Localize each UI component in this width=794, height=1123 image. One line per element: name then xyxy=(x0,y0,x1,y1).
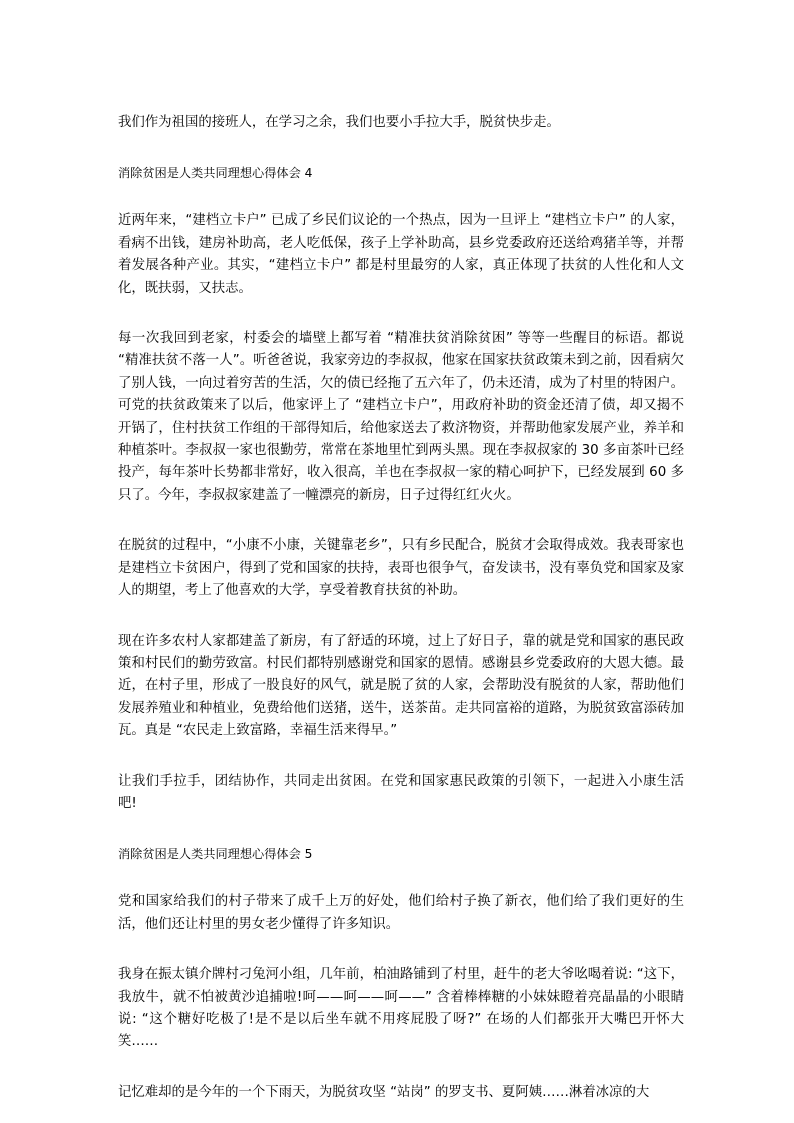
paragraph: 在脱贫的过程中，“小康不小康，关键靠老乡”，只有乡民配合，脱贫才会取得成效。我表哥家也是建档立卡贫困户，得到了党和国家的扶持，表哥也很争气，奋发读书，没有辜负党和国家及家人的期望，考上了他喜欢的大学，享受着教育扶贫的补助。 xyxy=(118,538,684,599)
paragraph: 党和国家给我们的村子带来了成千上万的好处，他们给村子换了新衣，他们给了我们更好的生活，他们还让村里的男女老少懂得了许多知识。 xyxy=(118,894,684,932)
paragraph: 现在许多农村人家都建盖了新房，有了舒适的环境，过上了好日子，靠的就是党和国家的惠民政策和村民们的勤劳致富。村民们都特别感谢党和国家的恩情。感谢县乡党委政府的大恩大德。最近，在村子里，形成了一股良好的风气，就是脱了贫的人家，会帮助没有脱贫的人家，帮助他们发展养殖业和种植业，免费给他们送猪，送牛，送茶苗。走共同富裕的道路，为脱贫致富添砖加瓦。真是 “农民走上致富路，幸福生活来得早。” xyxy=(118,633,684,739)
paragraph-gap xyxy=(118,815,684,843)
paragraph: 近两年来，“建档立卡户” 已成了乡民们议论的一个热点，因为一旦评上 “建档立卡户” 的人家，看病不出钱，建房补助高，老人吃低保，孩子上学补助高，县乡党委政府还送给鸡猪羊等，并帮着发展各种产业。其实，“建档立卡户” 都是村里最穷的人家，真正体现了扶贫的人性化和人文化，既扶弱，又扶志。 xyxy=(118,213,684,296)
paragraph-gap xyxy=(118,1054,684,1082)
paragraph: 让我们手拉手，团结协作，共同走出贫困。在党和国家惠民政策的引领下，一起进入小康生活吧! xyxy=(118,773,684,811)
paragraph-gap xyxy=(118,936,684,964)
paragraph-gap xyxy=(118,743,684,771)
paragraph-gap xyxy=(118,603,684,631)
section-heading: 消除贫困是人类共同理想心得体会 5 xyxy=(118,847,313,862)
paragraph-gap xyxy=(118,865,684,891)
paragraph-gap xyxy=(118,184,684,210)
paragraph: 记忆难却的是今年的一个下雨天，为脱贫攻坚 “站岗” 的罗支书、夏阿姨……淋着冰凉的大 xyxy=(118,1084,650,1100)
paragraph: 每一次我回到老家，村委会的墙壁上都写着 “精准扶贫消除贫困” 等等一些醒目的标语。都说 “精准扶贫不落一人”。听爸爸说，我家旁边的李叔叔，他家在国家扶贫政策未到之前，因看病欠了别人钱，一向过着穷苦的生活，欠的债已经拖了五六年了，仍未还清，成为了村里的特困户。可党的扶贫政策来了以后，他家评上了 “建档立卡户”，用政府补助的资金还清了债，却又揭不开锅了，住村扶贫工作组的干部得知后，给他家送去了救济物资，并帮助他家发展产业，养羊和种植茶叶。李叔叔一家也很勤劳，常常在茶地里忙到两头黑。现在李叔叔家的 30 多亩茶叶已经投产，每年茶叶长势都非常好，收入很高，羊也在李叔叔一家的精心呵护下，已经发展到 60 多只了。今年，李叔叔家建盖了一幢漂亮的新房，日子过得红红火火。 xyxy=(118,331,684,503)
paragraph-gap xyxy=(118,300,684,328)
paragraph-gap xyxy=(118,134,684,162)
section-heading: 消除贫困是人类共同理想心得体会 4 xyxy=(118,166,313,181)
paragraph: 我身在振太镇介牌村刁兔河小组，几年前，柏油路铺到了村里，赶牛的老大爷吆喝着说: “这下，我放牛，就不怕被黄沙追捕啦!呵——呵——呵——” 含着棒棒糖的小妹妹瞪着亮晶晶的小眼睛说: “这个糖好吃极了!是不是以后坐车就不用疼屁股了呀?” 在场的人们都张开大嘴巴开怀大笑…… xyxy=(118,967,684,1050)
document-body xyxy=(118,112,684,1104)
paragraph-gap xyxy=(118,507,684,535)
paragraph: 我们作为祖国的接班人，在学习之余，我们也要小手拉大手，脱贫快步走。 xyxy=(118,115,560,130)
